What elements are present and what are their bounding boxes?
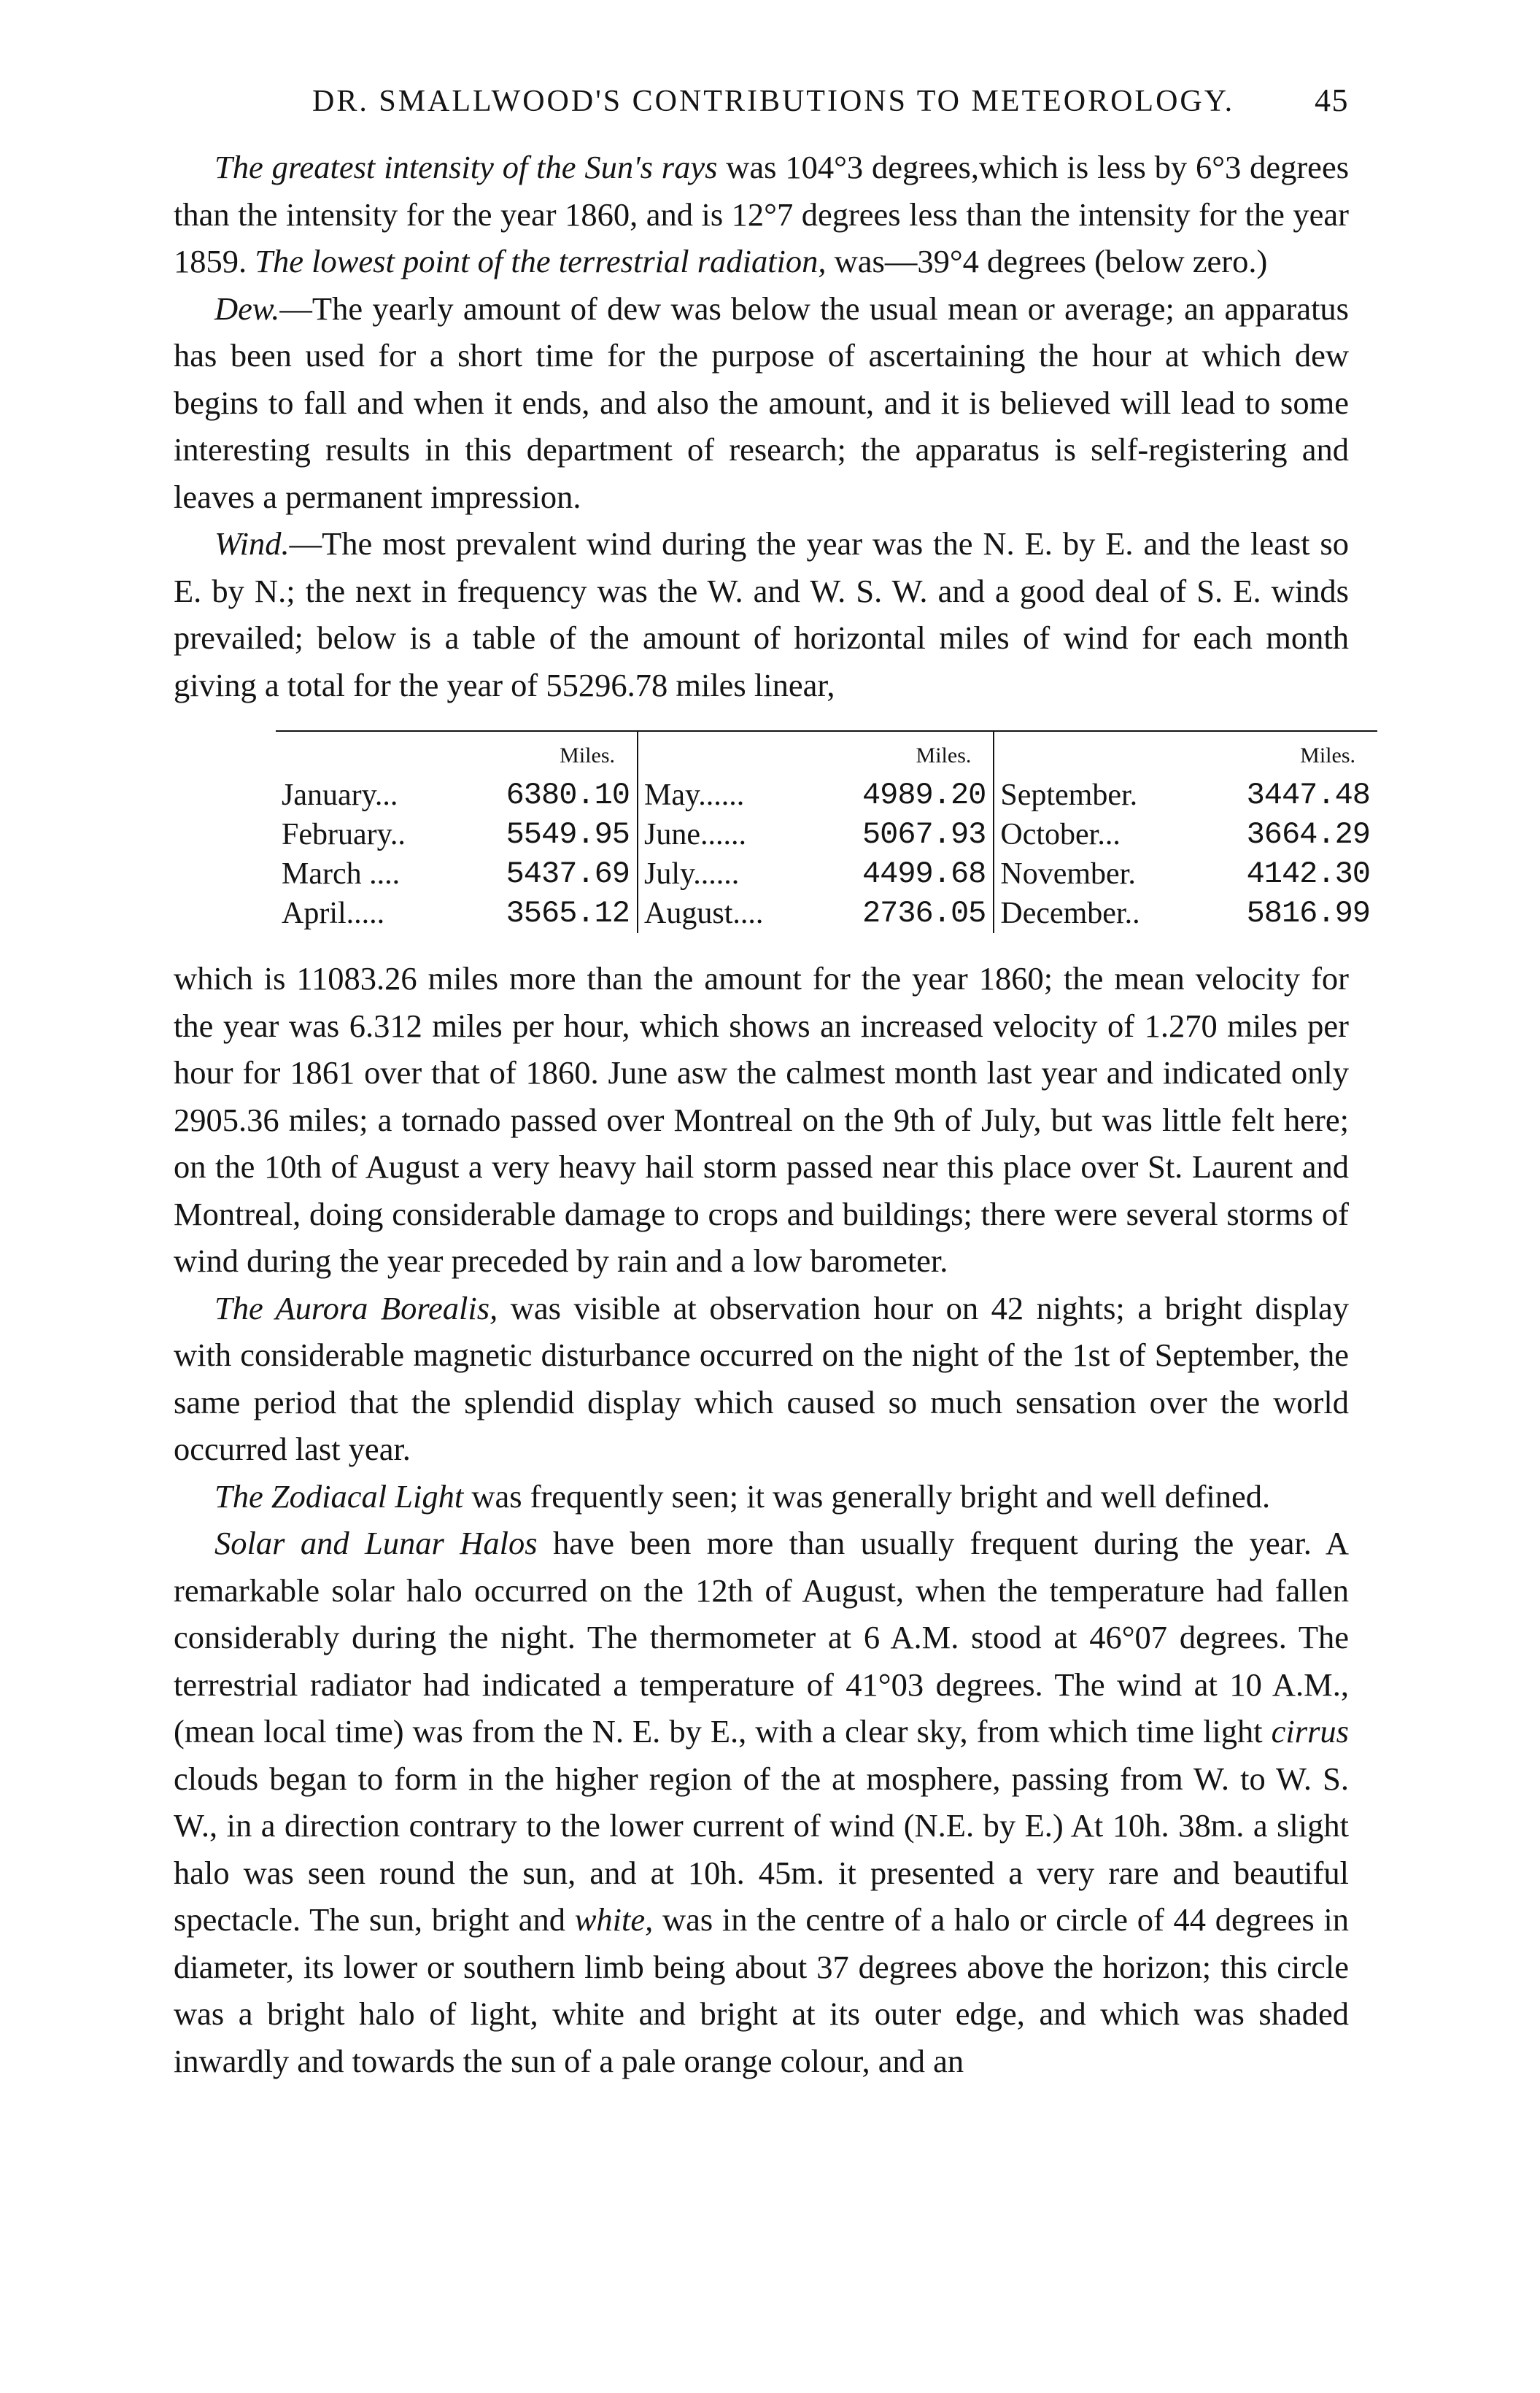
aurora-heading: The Aurora Borealis,	[214, 1289, 498, 1326]
table-header-row	[276, 731, 1377, 776]
page-header	[174, 82, 1349, 119]
month-cell: October...	[1000, 818, 1121, 851]
wind-heading: Wind.	[214, 525, 290, 562]
month-cell: August....	[644, 897, 764, 930]
miles-cell: 3447.48	[1246, 778, 1370, 813]
miles-cell: 5437.69	[455, 854, 638, 894]
paragraph-sun-rays	[174, 144, 1349, 285]
month-cell: February..	[282, 818, 406, 851]
terrestrial-radiation-heading: The lowest point of the terrestrial radiation,	[255, 243, 827, 279]
table-row	[276, 894, 1377, 933]
paragraph-halos	[174, 1520, 1349, 2084]
miles-cell: 3664.29	[1246, 817, 1370, 852]
paragraph-zodiacal-light	[174, 1473, 1349, 1520]
miles-cell: 5549.95	[455, 815, 638, 854]
dew-text: —The yearly amount of dew was below the usual mean or average; an apparatus has been used for a short time for the purpose of ascertaining the hour at which dew begins to fall and when it ends, and also the amount, and it is believed will lead to some interesting results in this department of research; the apparatus is self-registering and leaves a permanent impression.	[174, 290, 1349, 515]
wind-text: —The most prevalent wind during the year was the N. E. by E. and the least so E. by N.; the next in frequency was the W. and W. S. W. and a good deal of S. E. winds prevailed; below is a table of the amount of horizontal miles of wind for each month giving a total for the year of 55296.78 miles linear,	[174, 525, 1349, 703]
sun-rays-text: was 104°3 degrees,which is less by 6°3 degrees than the intensity for the year 1860, and is 12°7 degrees less than the intensity for the year 1859.	[174, 149, 1350, 279]
month-cell: April.....	[282, 897, 385, 930]
table-row	[276, 854, 1377, 894]
zodiacal-light-text: was frequently seen; it was generally bright and well defined.	[463, 1477, 1271, 1515]
miles-cell: 5816.99	[1246, 896, 1370, 931]
sun-rays-heading: The greatest intensity of the Sun's rays	[214, 149, 718, 185]
halos-heading: Solar and Lunar Halos	[214, 1525, 538, 1561]
month-cell: December..	[1000, 897, 1140, 930]
paragraph-aurora	[174, 1285, 1349, 1473]
dew-heading: Dew.	[214, 290, 280, 327]
month-col-header	[994, 731, 1196, 776]
table-row	[276, 815, 1377, 854]
zodiacal-light-heading: The Zodiacal Light	[214, 1477, 464, 1515]
miles-cell: 5067.93	[812, 815, 994, 854]
month-cell: May......	[644, 778, 745, 812]
table-row	[276, 776, 1377, 815]
miles-cell: 4142.30	[1246, 857, 1370, 892]
paragraph-dew	[174, 285, 1349, 521]
month-cell: November.	[1000, 857, 1136, 891]
month-cell: September.	[1000, 778, 1138, 812]
month-col-header	[276, 731, 455, 776]
miles-cell: 2736.05	[812, 894, 994, 933]
running-head: DR. SMALLWOOD'S CONTRIBUTIONS TO METEOROLOGY.	[312, 85, 1235, 118]
body-text	[174, 144, 1349, 708]
halos-text-2: clouds began to form in the higher region of the at mosphere, passing from W. to W. S. W., in a direction contrary to the lower current of wind (N.E. by E.) At 10h. 38m. a slight halo was seen round the sun, and at 10h. 45m. it presented a very rare and beautiful spectacle. The sun, bright and	[174, 1760, 1349, 1938]
miles-cell: 4989.20	[812, 776, 994, 815]
miles-col-header: Miles.	[455, 731, 638, 776]
halos-text-3: was in the centre of a halo or circle of 44 degrees in diameter, its lower or southern limb being about 37 degrees above the horizon; this circle was a bright halo of light, white and bright at its outer edge, and which was shaded inwardly and towards the sun of a pale orange colour, and an	[174, 1901, 1349, 2079]
miles-col-header: Miles.	[1300, 743, 1355, 768]
terrestrial-radiation-text: was—39°4 degrees (below zero.)	[826, 243, 1268, 279]
white-word: white,	[574, 1901, 654, 1938]
month-cell: July......	[644, 857, 740, 891]
miles-cell: 6380.10	[455, 776, 638, 815]
body-text-continued	[174, 955, 1349, 2084]
miles-cell: 3565.12	[455, 894, 638, 933]
wind-continued-text: which is 11083.26 miles more than the amount for the year 1860; the mean velocity for the year was 6.312 miles per hour, which shows an increased velocity of 1.270 miles per hour for 1861 over that of 1860. June asw the calmest month last year and indicated only 2905.36 miles; a tornado passed over Montreal on the 9th of July, but was little felt here; on the 10th of August a very heavy hail storm passed near this place over St. Laurent and Montreal, doing considerable damage to crops and buildings; there were several storms of wind during the year preceded by rain and a low barometer.	[174, 960, 1349, 1279]
paragraph-wind-continued	[174, 955, 1349, 1285]
halos-text-1: have been more than usually frequent during the year. A remarkable solar halo occurred on the 12th of August, when the temperature had fallen considerably during the night. The thermometer at 6 A.M. stood at 46°07 degrees. The terrestrial radiator had indicated a temperature of 41°03 degrees. The wind at 10 A.M., (mean local time) was from the N. E. by E., with a clear sky, from which time light	[174, 1525, 1349, 1750]
paragraph-wind	[174, 520, 1349, 708]
month-cell: March ....	[282, 857, 401, 891]
aurora-text: was visible at observation hour on 42 nights; a bright display with considerable magnetic disturbance occurred on the night of the 1st of September, the same period that the splendid display which caused so much sensation over the world occurred last year.	[174, 1289, 1349, 1467]
page-number: 45	[1315, 82, 1349, 118]
wind-miles-table	[276, 730, 1377, 933]
month-cell: June......	[644, 818, 747, 851]
month-cell: January...	[282, 778, 398, 812]
cirrus-word: cirrus	[1271, 1713, 1349, 1750]
miles-col-header: Miles.	[812, 731, 994, 776]
miles-cell: 4499.68	[812, 854, 994, 894]
month-col-header	[638, 731, 812, 776]
